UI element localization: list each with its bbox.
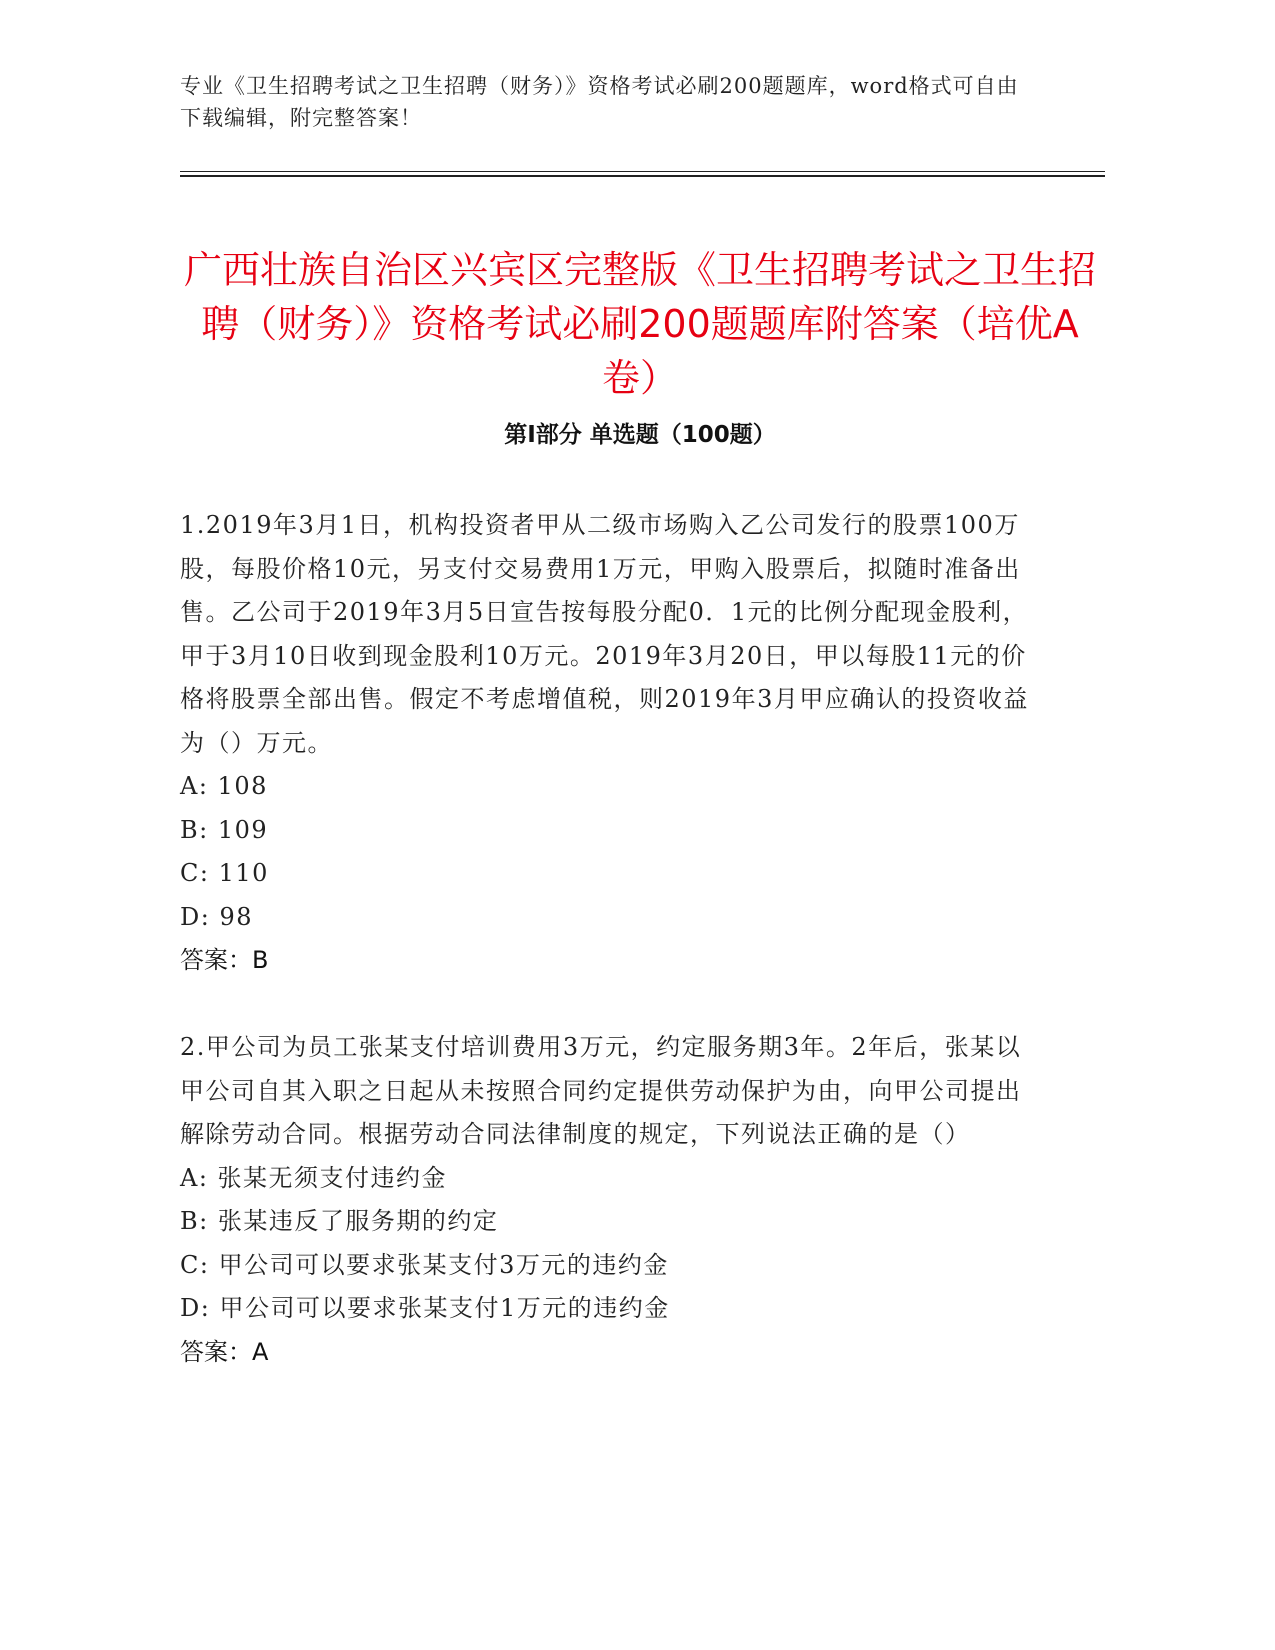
answer: 答案：A bbox=[180, 1337, 269, 1366]
header-note: 专业《卫生招聘考试之卫生招聘（财务）》资格考试必刷200题题库，word格式可自由下载编辑，附完整答案！ bbox=[180, 74, 1019, 130]
option-c: C: 110 bbox=[180, 859, 269, 887]
option-b: B: 张某违反了服务期的约定 bbox=[180, 1207, 499, 1235]
option-a: A: 张某无须支付违约金 bbox=[180, 1163, 448, 1192]
document-title: 广西壮族自治区兴宾区完整版《卫生招聘考试之卫生招聘（财务）》资格考试必刷200题题库附答案（培优A卷） bbox=[183, 248, 1096, 401]
question-2 bbox=[180, 1026, 1040, 1374]
question-stem: 2.甲公司为员工张某支付培训费用3万元，约定服务期3年。2年后，张某以甲公司自其入职之日起从未按照合同约定提供劳动保护为由，向甲公司提出解除劳动合同。根据劳动合同法律制度的规定，下列说法正确的是（） bbox=[180, 1033, 1022, 1148]
header-rule-thin bbox=[180, 171, 1105, 172]
question-stem: 1.2019年3月1日，机构投资者甲从二级市场购入乙公司发行的股票100万股，每股价格10元，另支付交易费用1万元，甲购入股票后，拟随时准备出售。乙公司于2019年3月5日宣告按每股分配0．1元的比例分配现金股利，甲于3月10日收到现金股利10万元。2019年3月20日，甲以每股11元的价格将股票全部出售。假定不考虑增值税，则2019年3月甲应确认的投资收益为（）万元。 bbox=[180, 511, 1029, 757]
question-1 bbox=[180, 504, 1040, 983]
option-d: D: 98 bbox=[180, 902, 253, 931]
option-b: B: 109 bbox=[180, 815, 269, 844]
section-heading: 第I部分 单选题（100题） bbox=[504, 422, 776, 448]
option-a: A: 108 bbox=[180, 772, 268, 800]
option-c: C: 甲公司可以要求张某支付3万元的违约金 bbox=[180, 1250, 669, 1279]
answer: 答案：B bbox=[180, 946, 269, 974]
header-rule-thick bbox=[180, 175, 1105, 177]
option-d: D: 甲公司可以要求张某支付1万元的违约金 bbox=[180, 1294, 670, 1322]
